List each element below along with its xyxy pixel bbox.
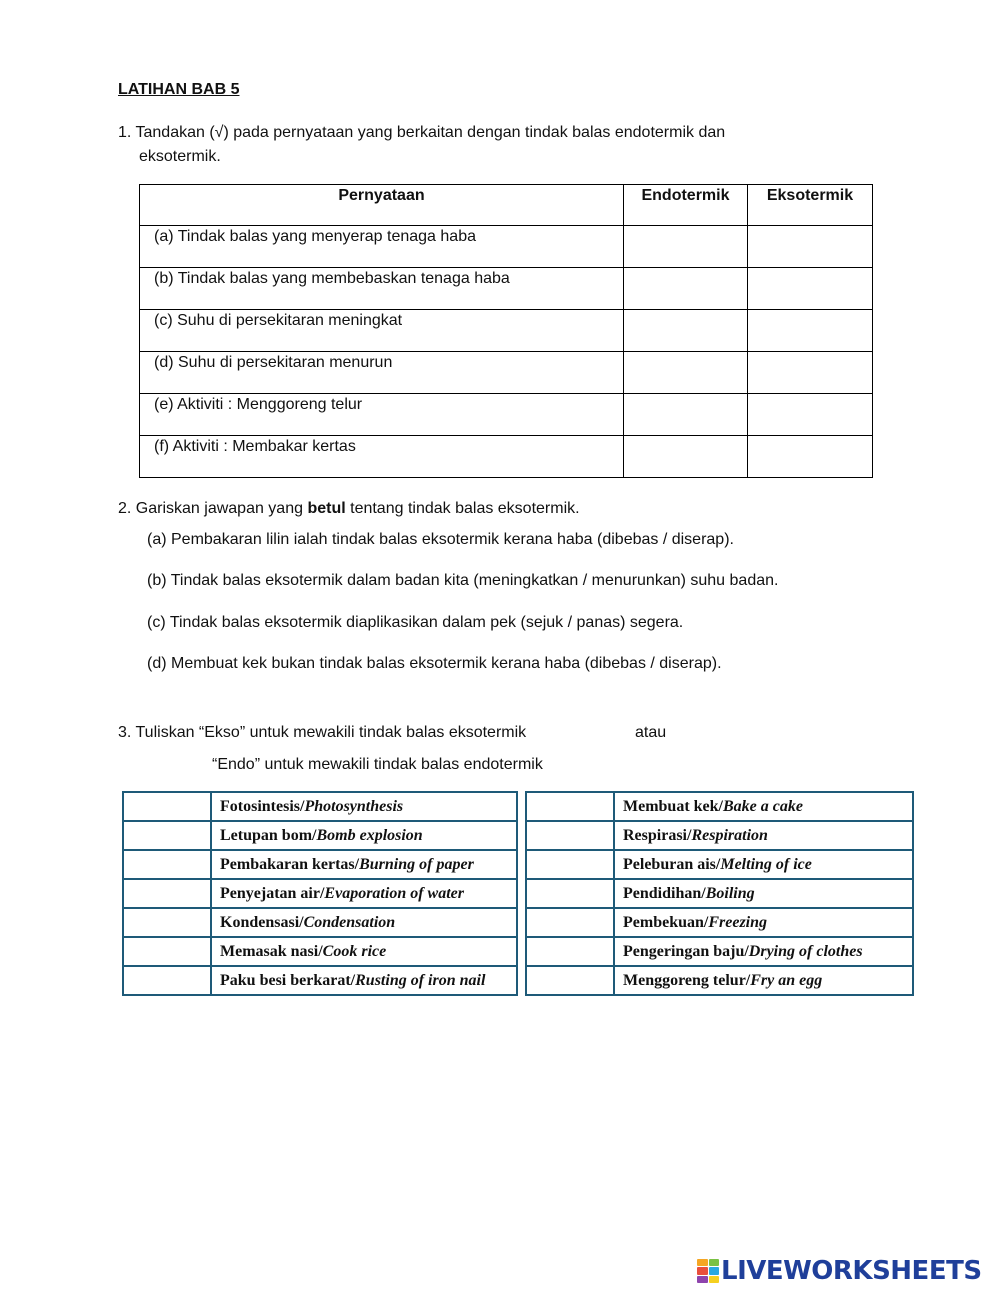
question-1	[118, 121, 838, 169]
activity-english: Melting of ice	[720, 855, 812, 873]
activity-english: Respiration	[691, 826, 768, 844]
grid-row	[123, 937, 517, 966]
activity-label	[614, 966, 913, 995]
answer-blank-cell[interactable]	[123, 792, 211, 821]
answer-blank-cell[interactable]	[526, 937, 614, 966]
activity-label	[211, 792, 517, 821]
activity-label	[614, 821, 913, 850]
table-row	[140, 436, 873, 478]
answer-blank-cell[interactable]	[526, 792, 614, 821]
statement-cell: (e) Aktiviti : Menggoreng telur	[140, 394, 624, 436]
logo-badge-icon	[697, 1259, 719, 1283]
question-2-intro-post: tentang tindak balas eksotermik.	[345, 500, 580, 517]
activity-malay: Pembakaran kertas/	[220, 855, 360, 873]
question-2-item[interactable]: (b) Tindak balas eksotermik dalam badan kita (meningkatkan / menurunkan) suhu badan.	[147, 572, 779, 589]
statement-cell: (f) Aktiviti : Membakar kertas	[140, 436, 624, 478]
statement-cell: (c) Suhu di persekitaran meningkat	[140, 310, 624, 352]
header-endotermik: Endotermik	[624, 185, 748, 226]
answer-blank-cell[interactable]	[526, 908, 614, 937]
question-2-item[interactable]: (a) Pembakaran lilin ialah tindak balas eksotermik kerana haba (dibebas / diserap).	[147, 531, 734, 548]
statement-cell: (a) Tindak balas yang menyerap tenaga haba	[140, 226, 624, 268]
eksotermik-answer-cell[interactable]	[748, 310, 873, 352]
eksotermik-answer-cell[interactable]	[748, 436, 873, 478]
answer-blank-cell[interactable]	[526, 850, 614, 879]
activity-english: Fry an egg	[750, 971, 823, 989]
activity-english: Drying of clothes	[748, 942, 863, 960]
activity-english: Photosynthesis	[304, 797, 404, 815]
activity-malay: Peleburan ais/	[623, 855, 721, 873]
table-row	[140, 268, 873, 310]
activity-malay: Kondensasi/	[220, 913, 304, 931]
endotermik-answer-cell[interactable]	[624, 310, 748, 352]
endotermik-answer-cell[interactable]	[624, 352, 748, 394]
activity-malay: Pendidihan/	[623, 884, 706, 902]
activity-label	[614, 850, 913, 879]
activity-malay: Menggoreng telur/	[623, 971, 751, 989]
logo-text: LIVEWORKSHEETS	[721, 1256, 982, 1286]
answer-blank-cell[interactable]	[123, 850, 211, 879]
grid-row	[526, 821, 913, 850]
statement-cell: (b) Tindak balas yang membebaskan tenaga haba	[140, 268, 624, 310]
question-3-line1: 3. Tuliskan “Ekso” untuk mewakili tindak balas eksotermik	[118, 724, 527, 741]
activity-malay: Membuat kek/	[623, 797, 723, 815]
activity-label	[211, 879, 517, 908]
answer-blank-cell[interactable]	[526, 966, 614, 995]
grid-row	[123, 908, 517, 937]
table-row	[140, 310, 873, 352]
activity-label	[211, 850, 517, 879]
activity-english: Boiling	[705, 884, 755, 902]
logo-badge-square	[709, 1267, 720, 1274]
header-pernyataan: Pernyataan	[140, 185, 624, 226]
answer-blank-cell[interactable]	[123, 908, 211, 937]
logo-badge-square	[697, 1276, 708, 1283]
question-2-item[interactable]: (d) Membuat kek bukan tindak balas eksotermik kerana haba (dibebas / diserap).	[147, 655, 722, 672]
activity-grid-left	[122, 791, 518, 996]
grid-row	[123, 821, 517, 850]
eksotermik-answer-cell[interactable]	[748, 226, 873, 268]
question-3-or: atau	[635, 724, 667, 741]
grid-row	[526, 792, 913, 821]
logo-badge-square	[709, 1276, 720, 1283]
answer-blank-cell[interactable]	[123, 966, 211, 995]
header-eksotermik: Eksotermik	[748, 185, 873, 226]
activity-label	[614, 908, 913, 937]
question-2-intro	[118, 500, 580, 518]
table-row	[140, 352, 873, 394]
endotermik-answer-cell[interactable]	[624, 268, 748, 310]
activity-label	[211, 966, 517, 995]
endotermik-answer-cell[interactable]	[624, 226, 748, 268]
activity-malay: Penyejatan air/	[220, 884, 325, 902]
answer-blank-cell[interactable]	[526, 821, 614, 850]
endotermik-answer-cell[interactable]	[624, 436, 748, 478]
activity-malay: Pengeringan baju/	[623, 942, 749, 960]
question-1-line1: 1. Tandakan (√) pada pernyataan yang berkaitan dengan tindak balas endotermik dan	[118, 124, 726, 141]
grid-row	[123, 850, 517, 879]
activity-malay: Memasak nasi/	[220, 942, 323, 960]
question-1-line2: eksotermik.	[139, 148, 221, 165]
activity-grid-right	[525, 791, 914, 996]
activity-english: Rusting of iron nail	[355, 971, 486, 989]
grid-row	[526, 908, 913, 937]
activity-label	[211, 908, 517, 937]
activity-english: Freezing	[708, 913, 768, 931]
answer-blank-cell[interactable]	[526, 879, 614, 908]
endotermik-answer-cell[interactable]	[624, 394, 748, 436]
liveworksheets-logo	[697, 1257, 982, 1285]
statement-cell: (d) Suhu di persekitaran menurun	[140, 352, 624, 394]
grid-row	[123, 792, 517, 821]
answer-blank-cell[interactable]	[123, 821, 211, 850]
grid-row	[526, 966, 913, 995]
question-2-intro-bold: betul	[307, 500, 346, 517]
activity-english: Bomb explosion	[316, 826, 423, 844]
grid-row	[526, 850, 913, 879]
activity-label	[211, 821, 517, 850]
question-2-item[interactable]: (c) Tindak balas eksotermik diaplikasikan dalam pek (sejuk / panas) segera.	[147, 614, 684, 631]
statement-table	[139, 184, 873, 478]
eksotermik-answer-cell[interactable]	[748, 352, 873, 394]
activity-english: Bake a cake	[723, 797, 803, 815]
activity-english: Cook rice	[322, 942, 387, 960]
answer-blank-cell[interactable]	[123, 879, 211, 908]
activity-label	[614, 879, 913, 908]
table-row	[140, 226, 873, 268]
question-2-intro-pre: 2. Gariskan jawapan yang	[118, 500, 308, 517]
logo-badge-square	[697, 1259, 708, 1266]
worksheet-title: LATIHAN BAB 5	[118, 81, 240, 98]
activity-malay: Pembekuan/	[623, 913, 709, 931]
activity-label	[614, 792, 913, 821]
activity-label	[614, 937, 913, 966]
activity-english: Burning of paper	[359, 855, 474, 873]
activity-malay: Respirasi/	[623, 826, 692, 844]
activity-malay: Paku besi berkarat/	[220, 971, 356, 989]
activity-malay: Letupan bom/	[220, 826, 317, 844]
eksotermik-answer-cell[interactable]	[748, 268, 873, 310]
grid-row	[526, 937, 913, 966]
logo-badge-square	[697, 1267, 708, 1274]
logo-badge-square	[709, 1259, 720, 1266]
grid-row	[123, 966, 517, 995]
table-row	[140, 394, 873, 436]
table-header-row	[140, 185, 873, 226]
grid-row	[526, 879, 913, 908]
question-3-line2: “Endo” untuk mewakili tindak balas endotermik	[212, 756, 543, 773]
activity-english: Condensation	[303, 913, 396, 931]
activity-english: Evaporation of water	[324, 884, 464, 902]
activity-malay: Fotosintesis/	[220, 797, 305, 815]
answer-blank-cell[interactable]	[123, 937, 211, 966]
grid-row	[123, 879, 517, 908]
question-2	[118, 500, 779, 672]
eksotermik-answer-cell[interactable]	[748, 394, 873, 436]
activity-label	[211, 937, 517, 966]
